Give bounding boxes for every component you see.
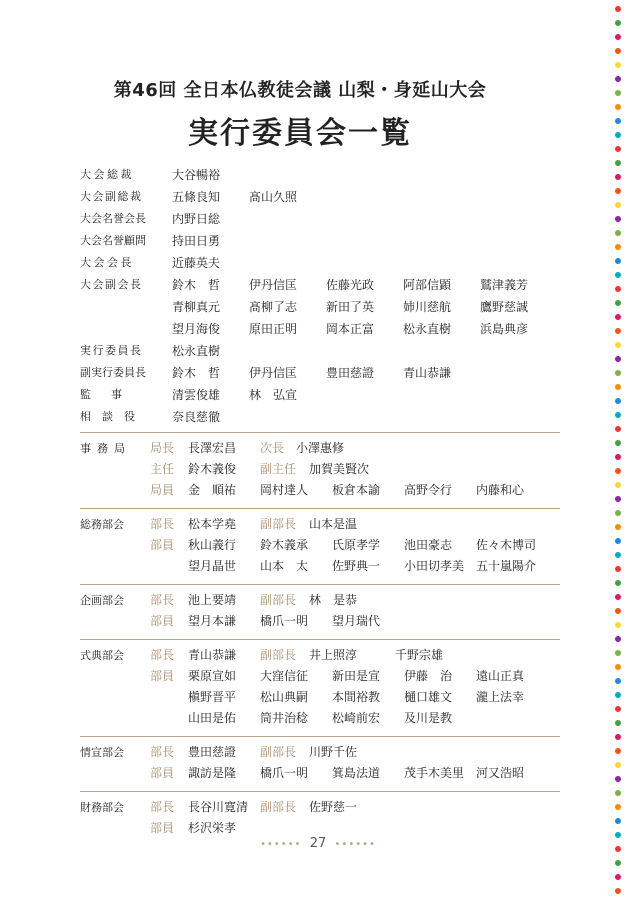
department-block (80, 639, 560, 736)
officer-name: 阿部信顕 (403, 278, 452, 292)
member-name: 山本是温 (309, 517, 358, 531)
decorative-dot (615, 776, 621, 782)
officer-row (80, 208, 580, 230)
officer-name: 浜島典彦 (480, 322, 529, 336)
departments-list (80, 432, 560, 846)
officer-row (80, 384, 580, 406)
member-name: 加賀美賢次 (309, 462, 370, 476)
officer-title: 大会副総裁 (80, 190, 143, 203)
department-row (80, 480, 560, 501)
department-name: 式典部会 (80, 649, 124, 662)
decorative-dot (615, 636, 621, 642)
officer-name: 伊丹信匡 (249, 366, 298, 380)
role-label: 主任 (150, 462, 175, 476)
decorative-dot (615, 678, 621, 684)
member-name: 橋爪一明 (260, 766, 309, 780)
role-label-secondary: 副部長 (260, 800, 297, 814)
decorative-dot (615, 174, 621, 180)
officer-name: 姉川慈航 (403, 300, 452, 314)
member-name: 大窪信征 (260, 669, 309, 683)
officer-name: 髙山久照 (249, 190, 298, 204)
officer-row (80, 340, 580, 362)
member-name: 山田是佑 (188, 711, 237, 725)
member-name: 伊藤 治 (404, 669, 453, 683)
member-name: 千野宗雄 (395, 648, 444, 662)
decorative-dot (615, 818, 621, 824)
role-label: 部長 (150, 800, 175, 814)
department-row (80, 459, 560, 480)
department-row (80, 438, 560, 459)
decorative-dot (615, 762, 621, 768)
department-row (80, 556, 560, 577)
role-label: 部長 (150, 648, 175, 662)
decorative-dot (615, 356, 621, 362)
member-name: 松本学堯 (188, 517, 237, 531)
member-name: 槇野晋平 (188, 690, 237, 704)
member-name: 筒井治稔 (260, 711, 309, 725)
department-name (80, 763, 150, 784)
member-name: 川野千佐 (309, 745, 358, 759)
department-name (80, 687, 150, 708)
department-row (80, 514, 560, 535)
role-label: 部員 (150, 614, 175, 628)
member-name: 鈴木義承 (260, 538, 309, 552)
department-name: 情宣部会 (80, 746, 124, 759)
officer-name: 新田了英 (326, 300, 375, 314)
member-name: 青山恭謙 (188, 648, 237, 662)
department-row (80, 666, 560, 687)
member-name: 佐々木博司 (476, 538, 537, 552)
member-name: 望月晶世 (188, 559, 237, 573)
decorative-dot (615, 104, 621, 110)
decorative-dot (615, 342, 621, 348)
decorative-dot (615, 370, 621, 376)
officer-title: 実行委員長 (80, 344, 143, 357)
department-row (80, 708, 560, 729)
department-row (80, 797, 560, 818)
decorative-dot (615, 720, 621, 726)
role-label: 部員 (150, 766, 175, 780)
decorative-dot (615, 860, 621, 866)
decorative-dot (615, 608, 621, 614)
decorative-dot-border (615, 0, 623, 900)
member-name: 松崎前宏 (332, 711, 381, 725)
decorative-dot (615, 230, 621, 236)
decorative-dot (615, 300, 621, 306)
member-name: 望月瑞代 (332, 614, 381, 628)
member-name: 遠山正真 (476, 669, 525, 683)
department-block (80, 432, 560, 508)
department-name (80, 535, 150, 556)
decorative-dot (615, 650, 621, 656)
officer-row (80, 406, 580, 428)
officer-name: 林 弘宣 (249, 388, 298, 402)
department-name: 財務部会 (80, 801, 124, 814)
decorative-dot (615, 146, 621, 152)
officer-name: 松永直樹 (403, 322, 452, 336)
decorative-dot (615, 888, 621, 894)
decorative-dot (615, 482, 621, 488)
decorative-dot (615, 552, 621, 558)
officer-title: 大会名誉会長 (80, 212, 146, 225)
role-label-secondary: 副部長 (260, 517, 297, 531)
department-name: 企画部会 (80, 594, 124, 607)
decorative-dot (615, 160, 621, 166)
decorative-dot (615, 622, 621, 628)
department-name (80, 666, 150, 687)
decorative-dot (615, 132, 621, 138)
member-name: 板倉本諭 (332, 483, 381, 497)
department-row (80, 645, 560, 666)
decorative-dot (615, 244, 621, 250)
role-label: 局長 (150, 441, 175, 455)
member-name: 佐野典一 (332, 559, 381, 573)
role-label: 部員 (150, 669, 175, 683)
officer-name: 青山恭謙 (403, 366, 452, 380)
officer-name: 豊田慈證 (326, 366, 375, 380)
member-name: 氏原孝学 (332, 538, 381, 552)
decorative-dot (615, 580, 621, 586)
page-number-text: 27 (309, 836, 327, 851)
decorative-dot (615, 748, 621, 754)
member-name: 及川是教 (404, 711, 453, 725)
officer-title: 大会副会長 (80, 278, 143, 291)
officer-name: 髙柳了志 (249, 300, 298, 314)
officer-row (80, 296, 580, 318)
decorative-dot (615, 412, 621, 418)
officer-row (80, 362, 580, 384)
officer-row (80, 252, 580, 274)
role-label (150, 687, 188, 708)
member-name: 瀧上法幸 (476, 690, 525, 704)
department-row (80, 742, 560, 763)
member-name: 岡村達人 (260, 483, 309, 497)
decorative-dot (615, 594, 621, 600)
decorative-dot (615, 566, 621, 572)
role-label: 局員 (150, 483, 175, 497)
department-name (80, 480, 150, 501)
member-name: 茂手木美里 (404, 766, 465, 780)
decorative-dot (615, 804, 621, 810)
department-row (80, 535, 560, 556)
officer-row (80, 230, 580, 252)
officer-row (80, 164, 580, 186)
member-name: 小田切孝美 (404, 559, 465, 573)
department-block (80, 584, 560, 639)
decorative-dot (615, 20, 621, 26)
member-name: 諏訪是隆 (188, 766, 237, 780)
role-label-secondary: 副部長 (260, 593, 297, 607)
decorative-dot (615, 468, 621, 474)
officer-name: 奈良慈徹 (172, 410, 221, 424)
role-label: 部長 (150, 517, 175, 531)
officer-name: 清雲俊雄 (172, 388, 221, 402)
officer-row (80, 186, 580, 208)
member-name: 箕島法道 (332, 766, 381, 780)
department-name: 総務部会 (80, 518, 124, 531)
decorative-dot (615, 692, 621, 698)
decorative-dot (615, 118, 621, 124)
officer-name: 松永直樹 (172, 344, 221, 358)
decorative-dot (615, 734, 621, 740)
officer-title: 監事 (80, 388, 142, 401)
member-name: 山本 太 (260, 559, 309, 573)
decorative-dot (615, 90, 621, 96)
officer-name: 鷹野慈誠 (480, 300, 529, 314)
member-name: 松山典嗣 (260, 690, 309, 704)
decorative-dot (615, 496, 621, 502)
role-label: 部長 (150, 745, 175, 759)
member-name: 橋爪一明 (260, 614, 309, 628)
role-label (150, 708, 188, 729)
role-label: 部長 (150, 593, 175, 607)
officer-name: 岡本正富 (326, 322, 375, 336)
department-row (80, 590, 560, 611)
officer-title: 大会会長 (80, 256, 134, 269)
member-name: 豊田慈證 (188, 745, 237, 759)
decorative-dot (615, 62, 621, 68)
decorative-dot (615, 510, 621, 516)
decorative-dot (615, 790, 621, 796)
role-label: 部員 (150, 821, 175, 835)
officer-name: 青柳真元 (172, 300, 221, 314)
decorative-dot (615, 398, 621, 404)
officer-row (80, 318, 580, 340)
decorative-dot (615, 188, 621, 194)
decorative-dot (615, 48, 621, 54)
member-name: 小澤惠修 (296, 441, 345, 455)
decorative-dot (615, 272, 621, 278)
decorative-dot (615, 76, 621, 82)
department-row (80, 611, 560, 632)
decorative-dot (615, 426, 621, 432)
role-label: 部員 (150, 538, 175, 552)
officer-title: 相談役 (80, 410, 146, 423)
decorative-dot (615, 34, 621, 40)
officer-name: 大谷暢裕 (172, 168, 221, 182)
officer-name: 近藤英夫 (172, 256, 221, 270)
decorative-dot (615, 664, 621, 670)
officer-name: 五條良知 (172, 190, 221, 204)
department-row (80, 763, 560, 784)
decorative-dot (615, 524, 621, 530)
role-label-secondary: 副部長 (260, 648, 297, 662)
member-name: 望月本謙 (188, 614, 237, 628)
page-number: •••••• 27 •••••• (260, 836, 376, 851)
decorative-dot (615, 314, 621, 320)
member-name: 杉沢栄孝 (188, 821, 237, 835)
member-name: 長谷川寛清 (188, 800, 249, 814)
decorative-dot (615, 286, 621, 292)
officer-name: 鷲津義芳 (480, 278, 529, 292)
page-title: 実行委員会一覧 (188, 116, 412, 151)
member-name: 樋口雄文 (404, 690, 453, 704)
officer-name: 内野日総 (172, 212, 221, 226)
officer-name: 持田日勇 (172, 234, 221, 248)
member-name: 五十嵐陽介 (476, 559, 537, 573)
decorative-dot (615, 454, 621, 460)
officers-list (80, 164, 580, 428)
decorative-dot (615, 874, 621, 880)
decorative-dot (615, 328, 621, 334)
member-name: 林 是恭 (309, 593, 358, 607)
department-block (80, 508, 560, 584)
decorative-dot (615, 258, 621, 264)
department-block (80, 736, 560, 791)
role-label-secondary: 副主任 (260, 462, 297, 476)
decorative-dot (615, 216, 621, 222)
department-name (80, 459, 150, 480)
officer-title: 大会総裁 (80, 168, 134, 181)
member-name: 秋山義行 (188, 538, 237, 552)
decorative-dot (615, 6, 621, 12)
officer-title: 大会名誉顧問 (80, 234, 146, 247)
officer-name: 伊丹信匡 (249, 278, 298, 292)
role-label-secondary: 副部長 (260, 745, 297, 759)
member-name: 河又浩昭 (476, 766, 525, 780)
officer-name: 鈴木 哲 (172, 366, 221, 380)
member-name: 鈴木義俊 (188, 462, 237, 476)
member-name: 池上要靖 (188, 593, 237, 607)
decorative-dot (615, 706, 621, 712)
role-label (150, 556, 188, 577)
department-name (80, 611, 150, 632)
page-subtitle: 第46回 全日本仏教徒会議 山梨・身延山大会 (113, 80, 487, 101)
decorative-dot (615, 202, 621, 208)
decorative-dot (615, 440, 621, 446)
member-name: 井上照淳 (309, 648, 358, 662)
decorative-dot (615, 538, 621, 544)
member-name: 佐野慈一 (309, 800, 358, 814)
member-name: 池田豪志 (404, 538, 453, 552)
member-name: 金 順祐 (188, 483, 237, 497)
member-name: 高野令行 (404, 483, 453, 497)
member-name: 長澤宏昌 (188, 441, 237, 455)
officer-row (80, 274, 580, 296)
member-name: 新田是宣 (332, 669, 381, 683)
member-name: 栗原宣如 (188, 669, 237, 683)
department-name (80, 556, 150, 577)
officer-title (80, 318, 172, 340)
member-name: 本間裕教 (332, 690, 381, 704)
role-label-secondary: 次長 (260, 441, 285, 455)
decorative-dot (615, 384, 621, 390)
officer-name: 鈴木 哲 (172, 278, 221, 292)
officer-name: 原田正明 (249, 322, 298, 336)
officer-title: 副実行委員長 (80, 366, 146, 379)
officer-title (80, 296, 172, 318)
member-name: 内藤和心 (476, 483, 525, 497)
department-name: 事務局 (80, 442, 131, 455)
department-name (80, 708, 150, 729)
officer-name: 望月海俊 (172, 322, 221, 336)
department-row (80, 687, 560, 708)
officer-name: 佐藤光政 (326, 278, 375, 292)
